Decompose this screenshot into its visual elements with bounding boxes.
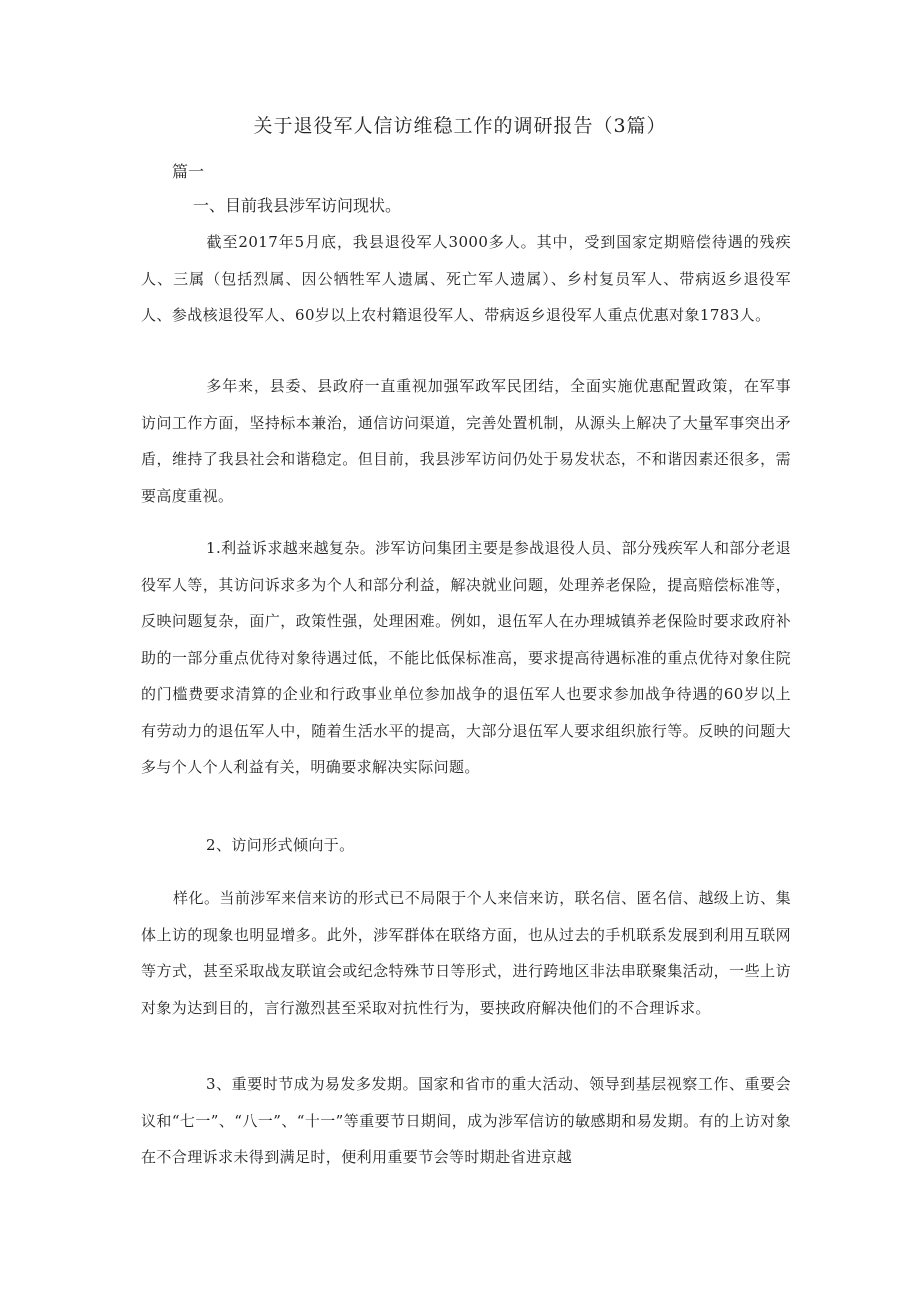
paragraph-visit-forms <box>141 880 791 1026</box>
paragraph-text: 多年来，县委、县政府一直重视加强军政军民团结，全面实施优惠配置政策，在军事访问工作方面，坚持标本兼治，通信访问渠道，完善处置机制，从源头上解决了大量军事突出矛盾，维持了我县社会和谐稳定。但目前，我县涉军访问仍处于易发状态，不和谐因素还很多，需要高度重视。 <box>141 377 791 505</box>
paragraph-text: 1.利益诉求越来越复杂。涉军访问集团主要是参战退役人员、部分残疾军人和部分老退役军人等，其访问诉求多为个人和部分利益，解决就业问题，处理养老保险，提高赔偿标准等，反映问题复杂，面广，政策性强，处理困难。例如，退伍军人在办理城镇养老保险时要求政府补助的一部分重点优待对象待遇过低，不能比低保标准高，要求提高待遇标准的重点优待对象住院的门槛费要求清算的企业和行政事业单位参加战争的退伍军人也要求参加战争待遇的60岁以上有劳动力的退伍军人中，随着生活水平的提高，大部分退伍军人要求组织旅行等。反映的问题大多与个人个人利益有关，明确要求解决实际问题。 <box>141 539 791 776</box>
section-heading: 一、目前我县涉军访问现状。 <box>193 196 402 215</box>
paragraph-sensitive-periods <box>141 1066 791 1176</box>
paragraph-statistics <box>141 224 791 334</box>
document-title: 关于退役军人信访维稳工作的调研报告（3篇） <box>253 115 667 137</box>
paragraph-interest-demands <box>141 530 791 786</box>
paragraph-text: 样化。当前涉军来信来访的形式已不局限于个人来信来访，联名信、匿名信、越级上访、集体上访的现象也明显增多。此外，涉军群体在联络方面，也从过去的手机联系发展到利用互联网等方式，甚至采取战友联谊会或纪念特殊节日等形式，进行跨地区非法串联聚集活动，一些上访对象为达到目的，言行激烈甚至采取对抗性行为，要挟政府解决他们的不合理诉求。 <box>141 889 791 1017</box>
paragraph-overview <box>141 368 791 514</box>
section-label: 篇一 <box>172 162 205 181</box>
paragraph-visit-form-heading: 2、访问形式倾向于。 <box>206 836 355 854</box>
paragraph-text: 截至2017年5月底，我县退役军人3000多人。其中，受到国家定期赔偿待遇的残疾人、三属（包括烈属、因公牺牲军人遗属、死亡军人遗属）、乡村复员军人、带病返乡退役军人、参战核退役军人、60岁以上农村籍退役军人、带病返乡退役军人重点优惠对象1783人。 <box>141 233 791 324</box>
paragraph-text: 3、重要时节成为易发多发期。国家和省市的重大活动、领导到基层视察工作、重要会议和“七一”、“八一”、“十一”等重要节日期间，成为涉军信访的敏感期和易发期。有的上访对象在不合理诉求未得到满足时，便利用重要节会等时期赴省进京越 <box>141 1075 791 1166</box>
